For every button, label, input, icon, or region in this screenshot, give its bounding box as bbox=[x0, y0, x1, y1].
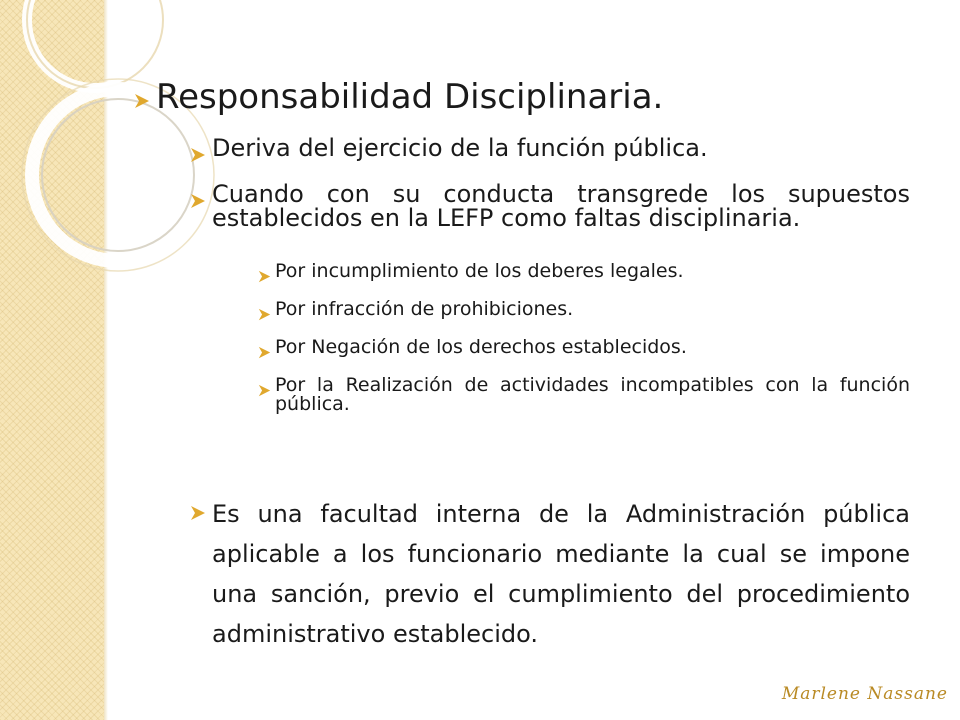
arrow-bullet-icon bbox=[258, 270, 271, 283]
arrow-bullet-icon bbox=[190, 147, 206, 163]
arrow-bullet-icon bbox=[134, 93, 150, 109]
decorative-rings bbox=[0, 0, 160, 300]
closing-point bbox=[190, 494, 910, 654]
point-1 bbox=[190, 136, 910, 163]
arrow-bullet-icon bbox=[190, 193, 206, 209]
slide-title bbox=[134, 77, 924, 117]
point-1-text: Deriva del ejercicio de la función pública. bbox=[212, 134, 708, 162]
subpoint-2-text: Por infracción de prohibiciones. bbox=[275, 298, 574, 320]
arrow-bullet-icon bbox=[190, 505, 206, 521]
title-text: Responsabilidad Disciplinaria. bbox=[156, 77, 664, 117]
subpoint-3 bbox=[258, 338, 910, 359]
point-2-text: Cuando con su conducta transgrede los supuestos establecidos en la LEFP como faltas disciplinaria. bbox=[212, 180, 910, 232]
subpoint-3-text: Por Negación de los derechos establecidos. bbox=[275, 336, 687, 358]
subpoint-4-text: Por la Realización de actividades incompatibles con la función pública. bbox=[275, 374, 910, 415]
arrow-bullet-icon bbox=[258, 346, 271, 359]
point-2 bbox=[190, 182, 910, 230]
author-signature: Marlene Nassane bbox=[781, 684, 948, 704]
closing-point-text: Es una facultad interna de la Administración pública aplicable a los funcionario mediante la cual se impone una sanción, previo el cumplimiento del procedimiento administrativo establecido. bbox=[212, 500, 910, 648]
subpoint-4 bbox=[258, 376, 910, 414]
subpoint-1 bbox=[258, 262, 910, 283]
arrow-bullet-icon bbox=[258, 308, 271, 321]
subpoint-2 bbox=[258, 300, 910, 321]
arrow-bullet-icon bbox=[258, 384, 271, 397]
subpoint-1-text: Por incumplimiento de los deberes legales. bbox=[275, 260, 684, 282]
